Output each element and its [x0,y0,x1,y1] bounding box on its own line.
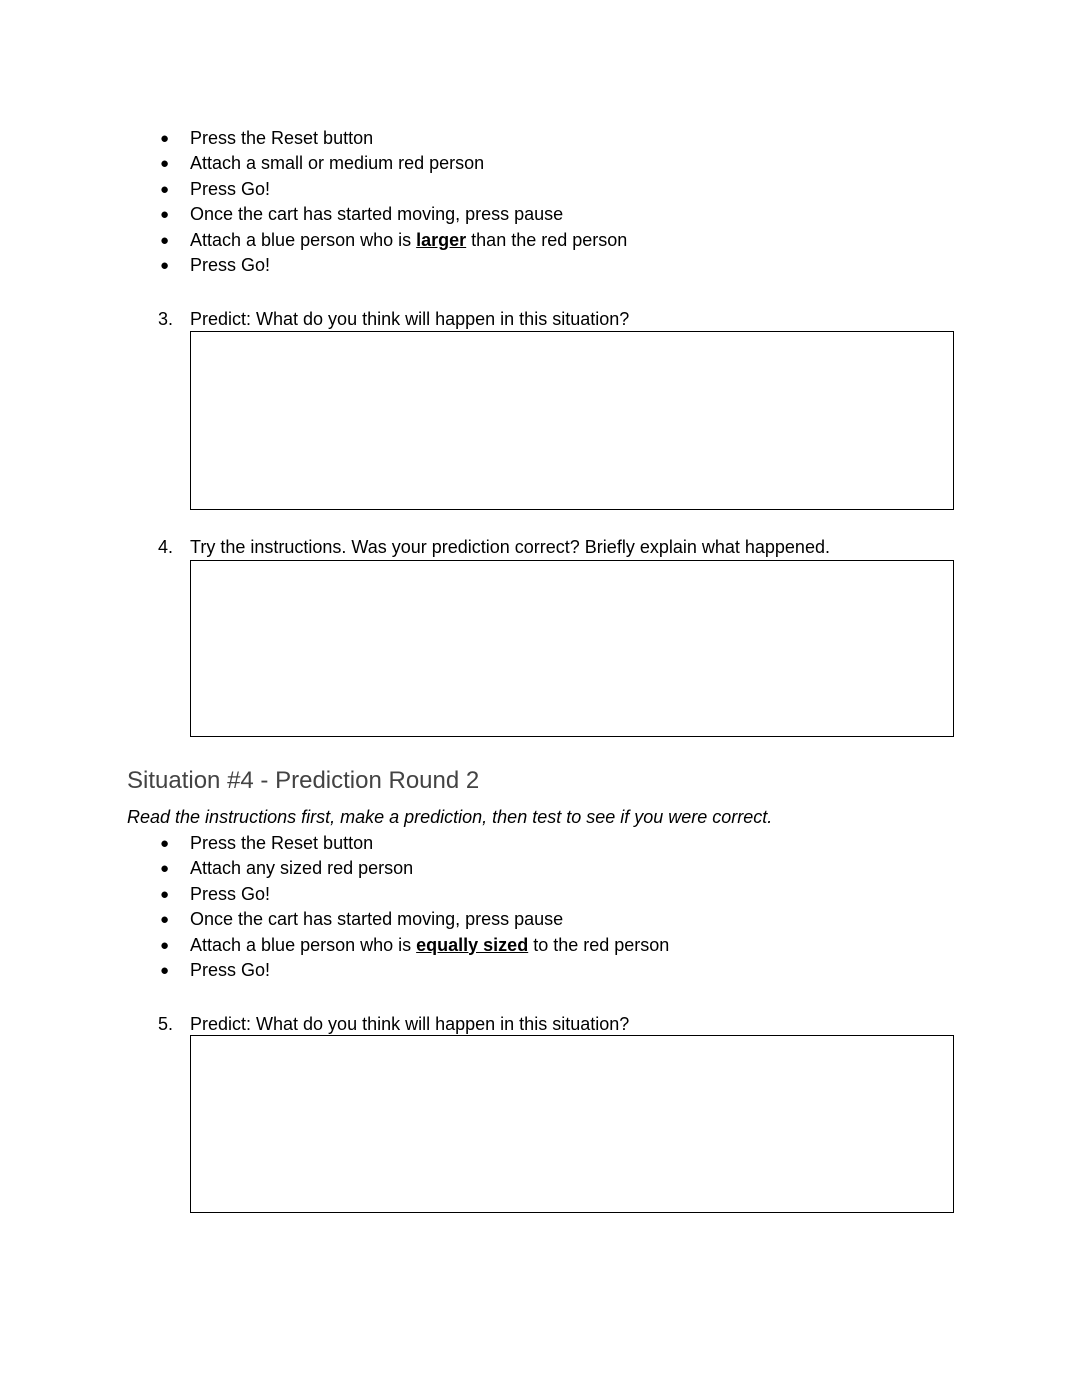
step-emphasis: larger [416,229,467,250]
step-item [0,202,627,227]
bullet-icon: ● [160,206,170,224]
section-instructions: Read the instructions first, make a prediction, then test to see if you were correct. [127,807,773,827]
answer-box-question-3[interactable] [190,331,954,510]
step-item [0,126,627,151]
step-text-pre: Attach a blue person who is [190,934,417,955]
bullet-icon: ● [160,911,170,929]
bullet-icon: ● [160,860,170,878]
bullet-icon: ● [160,885,170,903]
question-number: 3. [158,309,174,329]
step-text: Press the Reset button [190,833,374,853]
step-text-post: than the red person [466,229,628,250]
step-item [0,856,669,881]
step-text-post: to the red person [528,934,670,955]
bullet-icon: ● [160,155,170,173]
section-heading: Situation #4 - Prediction Round 2 [127,767,480,794]
question-text: Predict: What do you think will happen in this situation? [190,309,630,329]
step-text: Press Go! [190,883,271,904]
answer-box-question-4[interactable] [190,560,954,737]
step-text: Once the cart has started moving, press pause [190,204,564,225]
step-item [0,831,669,856]
step-emphasis: equally sized [416,934,529,955]
step-item [0,958,669,983]
step-item [0,933,669,958]
step-text: Press the Reset button [190,128,374,148]
step-text: Attach a small or medium red person [190,153,485,174]
question-number: 4. [158,537,174,557]
step-text: Press Go! [190,254,271,275]
question-text: Try the instructions. Was your prediction correct? Briefly explain what happened. [190,537,830,557]
bullet-icon: ● [160,835,170,852]
question-number: 5. [158,1014,174,1034]
steps-list-section-3 [0,126,627,278]
bullet-icon: ● [160,961,170,979]
step-item [0,177,627,202]
step-text: Attach any sized red person [190,858,414,879]
steps-list-situation-4 [0,831,669,983]
step-text: Press Go! [190,178,271,199]
step-item [0,151,627,176]
bullet-icon: ● [160,256,170,274]
step-item [0,907,669,932]
bullet-icon: ● [160,180,170,198]
question-text: Predict: What do you think will happen in this situation? [190,1014,630,1034]
step-text-pre: Attach a blue person who is [190,229,417,250]
step-item [0,253,627,278]
bullet-icon: ● [160,231,170,249]
answer-box-question-5[interactable] [190,1035,954,1213]
bullet-icon: ● [160,130,170,147]
bullet-icon: ● [160,936,170,954]
step-item [0,228,627,253]
step-text: Press Go! [190,959,271,980]
step-text: Once the cart has started moving, press pause [190,909,564,930]
step-item [0,882,669,907]
